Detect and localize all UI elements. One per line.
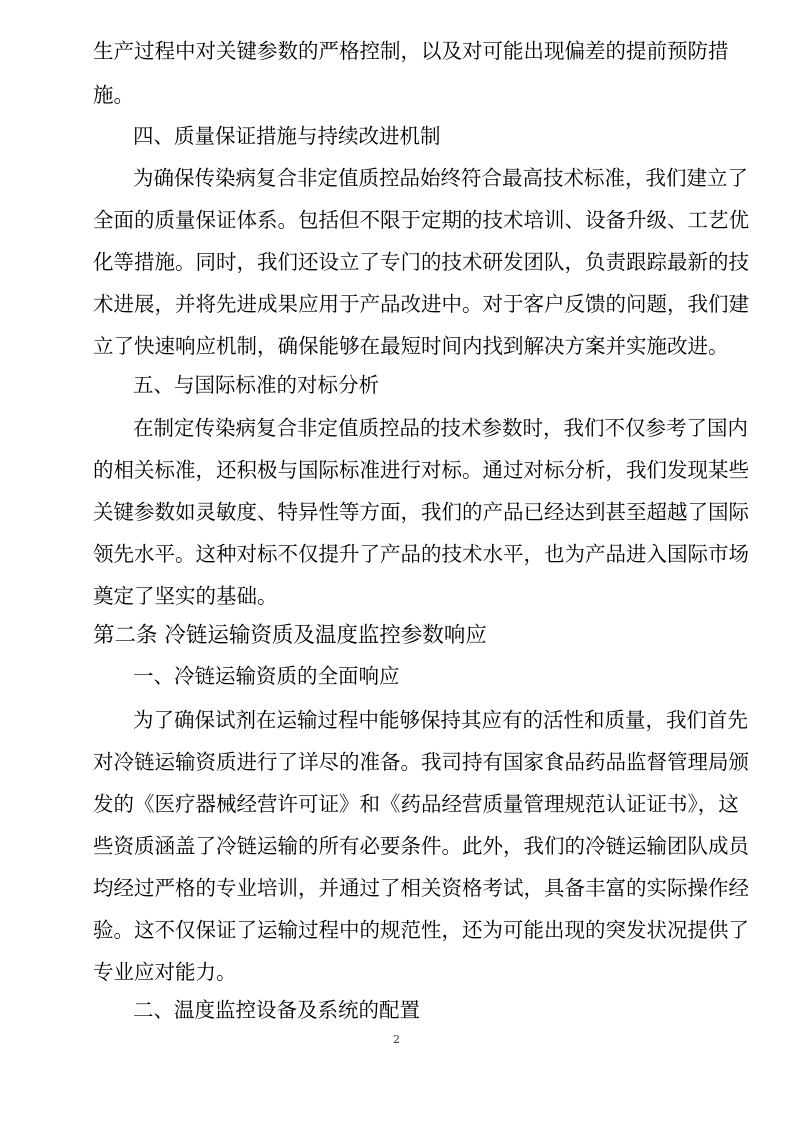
body-text-line: 对冷链运输资质进行了详尽的准备。我司持有国家食品药品监督管理局颁 <box>93 750 749 774</box>
body-text-line: 验。这不仅保证了运输过程中的规范性，还为可能出现的突发状况提供了 <box>93 918 749 942</box>
body-text-line: 立了快速响应机制，确保能够在最短时间内找到解决方案并实施改进。 <box>93 334 729 358</box>
body-text-line: 领先水平。这种对标不仅提升了产品的技术水平，也为产品进入国际市场 <box>93 542 749 566</box>
body-text-line: 为确保传染病复合非定值质控品始终符合最高技术标准，我们建立了 <box>133 166 748 190</box>
article-heading: 第二条 冷链运输资质及温度监控参数响应 <box>93 623 487 648</box>
section-heading: 二、温度监控设备及系统的配置 <box>133 998 420 1022</box>
body-text-line: 生产过程中对关键参数的严格控制，以及对可能出现偏差的提前预防措 <box>93 39 729 63</box>
section-heading: 四、质量保证措施与持续改进机制 <box>133 124 441 148</box>
section-heading: 五、与国际标准的对标分析 <box>133 373 379 397</box>
body-text-line: 术进展，并将先进成果应用于产品改进中。对于客户反馈的问题，我们建 <box>93 292 749 316</box>
section-heading: 一、冷链运输资质的全面响应 <box>133 664 400 688</box>
body-text-line: 专业应对能力。 <box>93 960 237 984</box>
body-text-line: 奠定了坚实的基础。 <box>93 584 278 608</box>
body-text-line: 均经过严格的专业培训，并通过了相关资格考试，具备丰富的实际操作经 <box>93 876 749 900</box>
body-text-line: 关键参数如灵敏度、特异性等方面，我们的产品已经达到甚至超越了国际 <box>93 500 749 524</box>
body-text-line: 化等措施。同时，我们还设立了专门的技术研发团队，负责跟踪最新的技 <box>93 250 749 274</box>
body-text-line: 全面的质量保证体系。包括但不限于定期的技术培训、设备升级、工艺优 <box>93 208 749 232</box>
body-text-line: 为了确保试剂在运输过程中能够保持其应有的活性和质量，我们首先 <box>133 708 748 732</box>
body-text-line: 在制定传染病复合非定值质控品的技术参数时，我们不仅参考了国内 <box>133 416 748 440</box>
body-text-line: 些资质涵盖了冷链运输的所有必要条件。此外，我们的冷链运输团队成员 <box>93 834 749 858</box>
body-text-line: 的相关标准，还积极与国际标准进行对标。通过对标分析，我们发现某些 <box>93 458 749 482</box>
body-text-line: 发的《医疗器械经营许可证》和《药品经营质量管理规范认证证书》，这 <box>93 792 739 816</box>
body-text-line: 施。 <box>93 83 134 107</box>
page-number: 2 <box>393 1033 400 1046</box>
